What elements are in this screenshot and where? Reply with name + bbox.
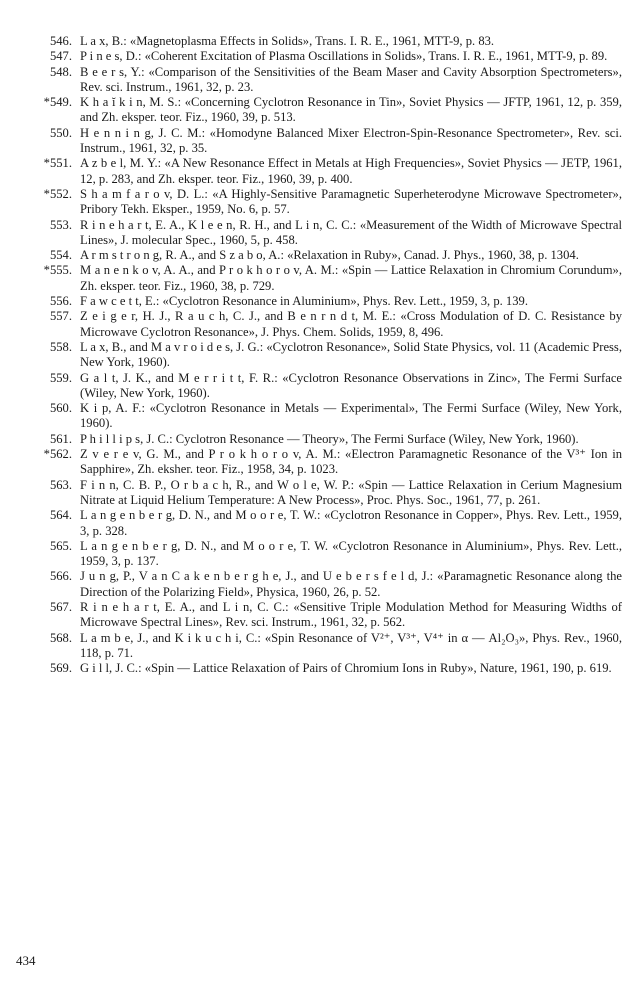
reference-entry — [0, 294, 644, 309]
reference-entry — [0, 248, 644, 263]
reference-text: R i n e h a r t, E. A., and L i n, C. C.: «Sensitive Triple Modulation Method for Measuring Widths of Microwave Spectral Lines», Rev. sci. Instrum., 1961, 32, p. 562. — [80, 599, 622, 630]
reference-number: 563. — [49, 477, 72, 492]
reference-number: 553. — [49, 217, 72, 232]
reference-entry — [0, 49, 644, 64]
reference-entry — [0, 539, 644, 570]
reference-text: F a w c e t t, E.: «Cyclotron Resonance in Aluminium», Phys. Rev. Lett., 1959, 3, p. 139. — [80, 294, 528, 309]
reference-number: 557. — [49, 309, 72, 324]
reference-text: G a l t, J. K., and M e r r i t t, F. R.: «Cyclotron Resonance Observations in Zinc», The Fermi Surface (Wiley, New York, 1960). — [80, 370, 622, 400]
reference-text: L a n g e n b e r g, D. N., and M o o r e, T. W.: «Cyclotron Resonance in Copper», Phys. Rev. Lett., 1959, 3, p. 328. — [80, 508, 622, 538]
page-number: 434 — [16, 953, 36, 968]
reference-number: 546. — [49, 34, 72, 48]
reference-text: L a n g e n b e r g, D. N., and M o o r e, T. W. «Cyclotron Resonance in Aluminium», Phys. Rev. Lett., 1959, 3, p. 137. — [80, 538, 622, 569]
reference-number: 564. — [49, 508, 72, 523]
reference-text: K i p, A. F.: «Cyclotron Resonance in Metals — Experimental», The Fermi Surface (Wiley, New York, 1960). — [80, 401, 622, 431]
reference-text: K h a ĭ k i n, M. S.: «Concerning Cyclotron Resonance in Tin», Soviet Physics — JFTP, 1961, 12, p. 359, and Zh. eksper. teor. Fiz., 1960, 39, p. 513. — [80, 95, 622, 125]
reference-text: R i n e h a r t, E. A., K l e e n, R. H., and L i n, C. C.: «Measurement of the Width of Microwave Spectral Lines», J. molecular Spec., 1960, 5, p. 458. — [80, 217, 622, 247]
reference-entry — [0, 661, 644, 676]
reference-entry — [0, 569, 644, 600]
reference-text: H e n n i n g, J. C. M.: «Homodyne Balanced Mixer Electron-Spin-Resonance Spectrometer», Rev. sci. Instrum., 1961, 32, p. 35. — [80, 125, 622, 156]
reference-entry — [0, 309, 644, 340]
reference-number: 558. — [49, 339, 72, 354]
reference-entry — [0, 371, 644, 402]
reference-text: L a m b e, J., and K i k u c h i, C.: «Spin Resonance of V²⁺, V³⁺, V⁴⁺ in α — Al₂O₃», Phys. Rev., 1960, 118, p. 71. — [80, 630, 622, 660]
reference-number: *555. — [43, 263, 72, 278]
reference-entry — [0, 95, 644, 126]
reference-text: G i l l, J. C.: «Spin — Lattice Relaxation of Pairs of Chromium Ions in Ruby», Nature, 1961, 190, p. 619. — [80, 661, 612, 676]
reference-number: 556. — [49, 294, 72, 309]
reference-number: *551. — [43, 156, 72, 171]
reference-text: A z b e l, M. Y.: «A New Resonance Effect in Metals at High Frequencies», Soviet Physics — JETP, 1961, 12, p. 283, and Zh. eksper. teor. Fiz., 1960, 39, p. 400. — [80, 156, 622, 186]
reference-number: 561. — [49, 431, 72, 446]
reference-text: P i n e s, D.: «Coherent Excitation of Plasma Oscillations in Solids», Trans. I. R. E., 1961, MTT-9, p. 89. — [80, 49, 608, 64]
reference-number: *549. — [43, 95, 72, 110]
reference-text: M a n e n k o v, A. A., and P r o k h o r o v, A. M.: «Spin — Lattice Relaxation in Chromium Corundum», Zh. eksper. teor. Fiz., 1960, 38, p. 729. — [80, 263, 622, 293]
reference-number: 567. — [49, 599, 72, 614]
reference-number: *552. — [43, 186, 72, 201]
reference-text: P h i l l i p s, J. C.: Cyclotron Resonance — Theory», The Fermi Surface (Wiley, New York, 1960). — [80, 431, 579, 446]
reference-text: L a x, B., and M a v r o i d e s, J. G.: «Cyclotron Resonance», Solid State Physics, vol. 11 (Academic Press, New York, 1960). — [80, 339, 622, 370]
reference-entry — [0, 401, 644, 432]
reference-entry — [0, 447, 644, 478]
reference-number: 569. — [49, 661, 72, 676]
reference-entry — [0, 34, 644, 49]
reference-entry — [0, 263, 644, 294]
reference-text: B e e r s, Y.: «Comparison of the Sensitivities of the Beam Maser and Cavity Absorption Spectrometers», Rev. sci. Instrum., 1961, 32, p. 23. — [80, 64, 622, 94]
reference-list — [0, 34, 644, 676]
reference-text: J u n g, P., V a n C a k e n b e r g h e, J., and U e b e r s f e l d, J.: «Paramagnetic Resonance along the Direction of the Polarizing Field», Physica, 1960, 26, p. 52. — [80, 569, 622, 599]
reference-entry — [0, 432, 644, 447]
reference-text: F i n n, C. B. P., O r b a c h, R., and W o l e, W. P.: «Spin — Lattice Relaxation in Cerium Magnesium Nitrate at Liquid Helium Temperature: A New Process», Proc. Phys. Soc., 1961, 77, p. 261. — [80, 477, 622, 507]
reference-number: 566. — [49, 569, 72, 584]
reference-number: 550. — [49, 125, 72, 140]
reference-text: S h a m f a r o v, D. L.: «A Highly-Sensitive Paramagnetic Superheterodyne Microwave Spectrometer», Pribory Tekh. Eksper., 1959, No. 6, p. 57. — [80, 186, 622, 217]
reference-entry — [0, 218, 644, 249]
reference-entry — [0, 631, 644, 662]
reference-number: *562. — [43, 447, 72, 462]
reference-entry — [0, 508, 644, 539]
reference-entry — [0, 478, 644, 509]
reference-number: 560. — [49, 401, 72, 416]
reference-entry — [0, 340, 644, 371]
reference-entry — [0, 65, 644, 96]
reference-number: 565. — [49, 538, 72, 553]
reference-text: L a x, B.: «Magnetoplasma Effects in Solids», Trans. I. R. E., 1961, MTT-9, p. 83. — [80, 34, 495, 48]
reference-number: 548. — [49, 64, 72, 79]
reference-number: 568. — [49, 630, 72, 645]
reference-number: 559. — [49, 370, 72, 385]
reference-number: 547. — [49, 49, 72, 64]
reference-text: Z v e r e v, G. M., and P r o k h o r o v, A. M.: «Electron Paramagnetic Resonance of the V³⁺ Ion in Sapphire», Zh. eksher. teor. Fiz., 1958, 34, p. 1023. — [80, 447, 622, 477]
reference-entry — [0, 126, 644, 157]
reference-text: Z e i g e r, H. J., R a u c h, C. J., and B e n r n d t, M. E.: «Cross Modulation of D. C. Resistance by Microwave Cyclotron Resonance», J. Phys. Chem. Solids, 1959, 8, 496. — [80, 309, 622, 339]
reference-entry — [0, 156, 644, 187]
reference-number: 554. — [49, 248, 72, 263]
reference-text: A r m s t r o n g, R. A., and S z a b o, A.: «Relaxation in Ruby», Canad. J. Phys., 1960, 38, p. 1304. — [80, 248, 579, 263]
reference-entry — [0, 187, 644, 218]
reference-entry — [0, 600, 644, 631]
